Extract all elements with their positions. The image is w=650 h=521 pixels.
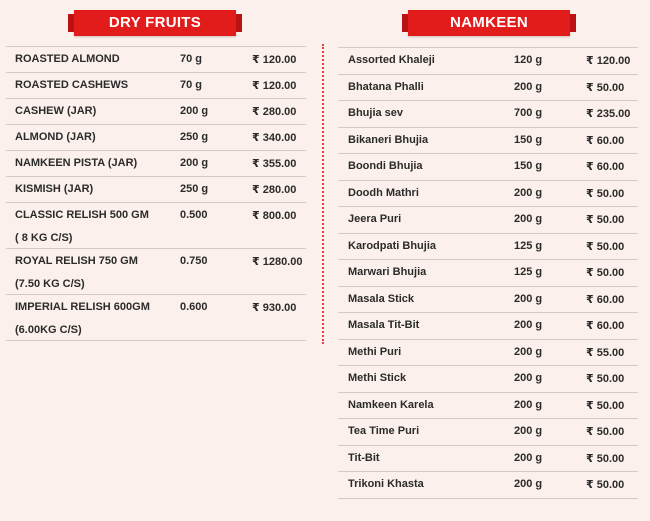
item-quantity: 200 g [514, 398, 543, 411]
item-price: ₹ 50.00 [586, 399, 625, 412]
item-quantity: 200 g [180, 105, 209, 117]
table-row [338, 366, 638, 393]
item-case-size: (6.00KG C/S) [15, 324, 82, 336]
item-name: Masala Stick [348, 292, 415, 305]
item-price: ₹ 235.00 [586, 108, 631, 120]
item-name: KISMISH (JAR) [15, 183, 94, 195]
item-price: ₹ 280.00 [252, 184, 297, 196]
table-row [338, 48, 638, 75]
item-price: ₹ 50.00 [586, 267, 625, 279]
item-quantity: 150 g [514, 133, 543, 146]
item-quantity: 200 g [514, 213, 543, 225]
item-quantity: 0.600 [180, 301, 208, 313]
item-name: Bikaneri Bhujia [348, 133, 429, 146]
item-name: Marwari Bhujia [348, 266, 427, 278]
item-price: ₹ 120.00 [252, 80, 297, 92]
item-quantity: 200 g [514, 451, 543, 464]
item-name: Namkeen Karela [348, 398, 434, 411]
item-name: Tit-Bit [348, 451, 380, 464]
dry-fruits-title: DRY FRUITS [108, 14, 202, 31]
table-row [6, 177, 306, 203]
dry-fruits-banner [74, 10, 236, 36]
item-name: ROASTED ALMOND [15, 53, 120, 65]
item-name: Bhujia sev [348, 107, 404, 119]
table-row [338, 287, 638, 314]
namkeen-table [338, 47, 638, 499]
item-name: Jeera Puri [348, 213, 402, 225]
namkeen-title: NAMKEEN [450, 14, 528, 31]
item-name: Methi Puri [348, 345, 402, 358]
item-quantity: 250 g [180, 131, 209, 143]
item-price: ₹ 50.00 [586, 240, 625, 253]
table-row [6, 125, 306, 151]
item-quantity: 150 g [514, 160, 543, 172]
table-row [6, 249, 306, 295]
item-quantity: 700 g [514, 107, 543, 119]
item-quantity: 200 g [514, 80, 543, 93]
item-quantity: 125 g [514, 239, 543, 252]
item-name: Masala Tit-Bit [348, 319, 420, 331]
item-price: ₹ 60.00 [586, 161, 625, 173]
item-name: IMPERIAL RELISH 600GM [15, 301, 150, 313]
item-name: ALMOND (JAR) [15, 131, 96, 143]
item-price: ₹ 60.00 [586, 134, 625, 147]
table-row [338, 234, 638, 261]
item-price: ₹ 50.00 [586, 426, 625, 438]
table-row [6, 73, 306, 99]
table-row [338, 101, 638, 128]
table-row [338, 75, 638, 102]
dry-fruits-table [6, 46, 306, 341]
item-price: ₹ 50.00 [586, 452, 625, 465]
item-price: ₹ 800.00 [252, 210, 297, 222]
item-price: ₹ 60.00 [586, 293, 625, 306]
item-name: Karodpati Bhujia [348, 239, 437, 252]
item-quantity: 250 g [180, 183, 209, 195]
item-quantity: 0.750 [180, 255, 208, 267]
item-quantity: 200 g [514, 319, 543, 331]
item-name: Bhatana Phalli [348, 80, 424, 93]
item-name: ROASTED CASHEWS [15, 79, 129, 91]
table-row [338, 419, 638, 446]
item-name: CLASSIC RELISH 500 GM [15, 209, 149, 221]
item-quantity: 200 g [514, 478, 543, 490]
table-row [338, 472, 638, 499]
item-quantity: 200 g [514, 345, 543, 358]
item-name: ROYAL RELISH 750 GM [15, 255, 138, 267]
table-row [6, 99, 306, 125]
item-case-size: ( 8 KG C/S) [15, 232, 73, 244]
item-name: Doodh Mathri [348, 186, 419, 199]
item-quantity: 200 g [180, 157, 209, 169]
item-quantity: 70 g [180, 79, 203, 91]
item-price: ₹ 60.00 [586, 320, 625, 332]
item-price: ₹ 120.00 [586, 55, 631, 67]
item-quantity: 200 g [514, 186, 543, 199]
item-price: ₹ 50.00 [586, 187, 625, 200]
item-price: ₹ 55.00 [586, 346, 625, 359]
item-quantity: 125 g [514, 266, 543, 278]
table-row [338, 260, 638, 287]
item-price: ₹ 50.00 [586, 81, 625, 94]
table-row [338, 340, 638, 367]
item-name: Methi Stick [348, 372, 407, 384]
table-row [6, 47, 306, 73]
item-name: Boondi Bhujia [348, 160, 423, 172]
item-quantity: 120 g [514, 54, 543, 66]
table-row [338, 207, 638, 234]
table-row [338, 181, 638, 208]
item-quantity: 200 g [514, 292, 543, 305]
table-row [338, 154, 638, 181]
item-case-size: (7.50 KG C/S) [15, 278, 85, 290]
table-row [338, 128, 638, 155]
item-price: ₹ 355.00 [252, 158, 297, 170]
table-row [338, 313, 638, 340]
item-name: Assorted Khaleji [348, 54, 435, 66]
item-price: ₹ 280.00 [252, 106, 297, 118]
table-row [6, 295, 306, 341]
item-price: ₹ 50.00 [586, 479, 625, 491]
item-price: ₹ 50.00 [586, 373, 625, 385]
item-quantity: 200 g [514, 372, 543, 384]
item-price: ₹ 930.00 [252, 302, 297, 314]
column-divider [322, 44, 324, 344]
item-quantity: 0.500 [180, 209, 208, 221]
table-row [6, 151, 306, 177]
item-price: ₹ 50.00 [586, 214, 625, 226]
item-price: ₹ 120.00 [252, 54, 297, 66]
item-name: Tea Time Puri [348, 425, 420, 437]
item-price: ₹ 340.00 [252, 132, 297, 144]
table-row [338, 393, 638, 420]
item-quantity: 70 g [180, 53, 203, 65]
namkeen-banner [408, 10, 570, 36]
item-price: ₹ 1280.00 [252, 256, 303, 268]
item-name: Trikoni Khasta [348, 478, 424, 490]
item-name: CASHEW (JAR) [15, 105, 97, 117]
table-row [338, 446, 638, 473]
table-row [6, 203, 306, 249]
item-quantity: 200 g [514, 425, 543, 437]
item-name: NAMKEEN PISTA (JAR) [15, 157, 138, 169]
